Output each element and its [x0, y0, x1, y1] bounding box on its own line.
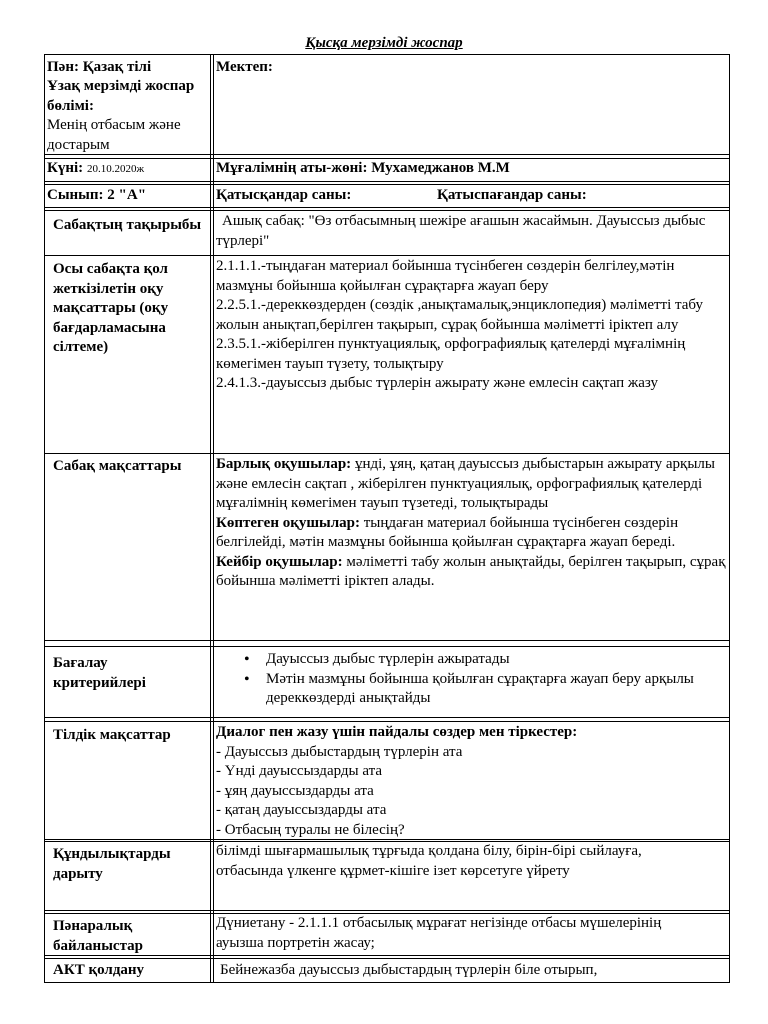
criteria-list: [216, 650, 726, 709]
criteria-item: • Мәтін мазмұны бойынша қойылған сұрақтарға жауап беру арқылы дереккөздерді анықтайды: [216, 670, 726, 709]
values-value: білімді шығармашылық тұрғыда қолдана білу, бірін-бірі сыйлауға, отбасында үлкенге құрмет-кішіге ізет көрсетуге үйрету: [216, 843, 642, 879]
objective-item: 2.4.1.3.-дауыссыз дыбыс түрлерін ажырату және емлесін сақтап жазу: [216, 375, 659, 391]
date-row: [47, 159, 144, 180]
interdisciplinary-value: Дүниетану - 2.1.1.1 отбасылық мұрағат негізінде отбасы мүшелерінің ауызша портретін жасау;: [216, 915, 662, 951]
language-line: - Үнді дауыссыздарды ата: [216, 763, 383, 779]
language-goals-label: Тілдік мақсаттар: [53, 727, 171, 743]
row-divider: [44, 910, 730, 911]
criteria-item: • Дауыссыз дыбыс түрлерін ажыратады: [216, 650, 726, 670]
lesson-goals-text: [216, 455, 730, 592]
interdisciplinary-label: Пәнаралық байланыстар: [53, 918, 143, 954]
objectives-label: Осы сабақта қол жеткізілетін оқу мақсаттары (оқу бағдарламасына сілтеме): [53, 261, 169, 355]
row-divider: [44, 640, 730, 641]
teacher-label: Мұғалімнің аты-жөні: Мухамеджанов М.М: [216, 160, 510, 176]
absent-count-label: Қатыспағандар саны:: [437, 187, 587, 203]
document-title: Қысқа мерзімді жоспар: [305, 35, 463, 51]
class-label: Сынып: 2 "А": [47, 187, 147, 203]
objective-item: 2.3.5.1.-жіберілген пунктуациялық, орфографиялық қателерді мұғалімнің көмегімен тауып түзету, толықтыру: [216, 336, 686, 372]
present-count-label: Қатысқандар саны:: [216, 187, 352, 203]
ict-value: Бейнежазба дауыссыз дыбыстардың түрлерін біле отырып,: [220, 962, 598, 978]
criteria-label: Бағалау критерийлері: [53, 655, 146, 691]
row-divider: [44, 453, 730, 454]
objective-item: 2.1.1.1.-тыңдаған материал бойынша түсінбеген сөздерін белгілеу,мәтін мазмұны бойынша қойылған сұрақтарға жауап беру: [216, 258, 675, 294]
goal-most-text: тыңдаған материал бойынша түсінбеген сөздерін белгілейді, мәтін мазмұны бойынша қойылған сұрақтарға жауап береді.: [216, 514, 679, 550]
values-label: Құндылықтарды дарыту: [53, 846, 171, 882]
column-divider: [210, 54, 211, 983]
goal-all-students: [216, 455, 730, 514]
language-line: - Дауыссыз дыбыстардың түрлерін ата: [216, 743, 463, 760]
language-goals-text: [216, 723, 728, 840]
language-line: - Отбасың туралы не білесің?: [216, 821, 405, 838]
school-label: Мектеп:: [216, 59, 273, 75]
row-divider: [44, 184, 730, 185]
subject-label: Пән: Қазақ тілі: [47, 59, 152, 75]
objective-item: 2.2.5.1.-дереккөздерден (сөздік ,анықтамалық,энциклопедия) мәліметті табу жолын анықтап,берілген тақырып, сұрақ бойынша мәліметті іріктеп алу: [216, 297, 703, 333]
row-divider: [44, 721, 730, 722]
lesson-goals-label: Сабақ мақсаттары: [53, 458, 182, 474]
language-line: - ұяң дауыссыздарды ата: [216, 782, 374, 799]
column-divider: [213, 54, 214, 983]
section-value: Менің отбасым және достарым: [47, 117, 181, 153]
row-divider: [44, 717, 730, 718]
language-line: - қатаң дауыссыздарды ата: [216, 802, 387, 818]
date-value: 20.10.2020ж: [86, 163, 145, 175]
ict-label: АКТ қолдану: [53, 962, 145, 978]
row-divider: [44, 646, 730, 647]
date-label: Күні:: [47, 160, 84, 176]
goal-some-text: мәліметті табу жолын анықтайды, берілген тақырып, сұрақ бойынша мәліметті іріктеп алады.: [216, 553, 726, 589]
row-divider: [44, 210, 730, 211]
objectives-list: [216, 257, 728, 394]
goal-all-text: ұнді, ұяң, қатаң дауыссыз дыбыстарын ажырату арқылы және емлесін сақтап , жіберілген пунктуациялық, орфографиялық қателерді мұғалімнің көмегімен тауып түзетеді, толықтырады: [216, 456, 715, 511]
topic-label: Сабақтың тақырыбы: [53, 217, 202, 233]
row-divider: [44, 181, 730, 182]
long-term-plan-label: Ұзақ мерзімді жоспар бөлімі:: [47, 78, 195, 114]
goal-some-label: Кейбір оқушылар:: [216, 553, 343, 570]
row-divider: [44, 958, 730, 959]
goal-some-students: [216, 553, 730, 592]
goal-all-label: Барлық оқушылар:: [216, 456, 352, 472]
goal-most-label: Көптеген оқушылар:: [216, 514, 360, 531]
row-divider: [44, 255, 730, 256]
row-divider: [44, 207, 730, 208]
topic-value: Ашық сабақ: "Өз отбасымның шежіре ағашын жасаймын. Дауыссыз дыбыс түрлері": [216, 213, 706, 249]
language-heading: Диалог пен жазу үшін пайдалы сөздер мен тіркестер:: [216, 724, 578, 740]
goal-most-students: [216, 514, 730, 553]
